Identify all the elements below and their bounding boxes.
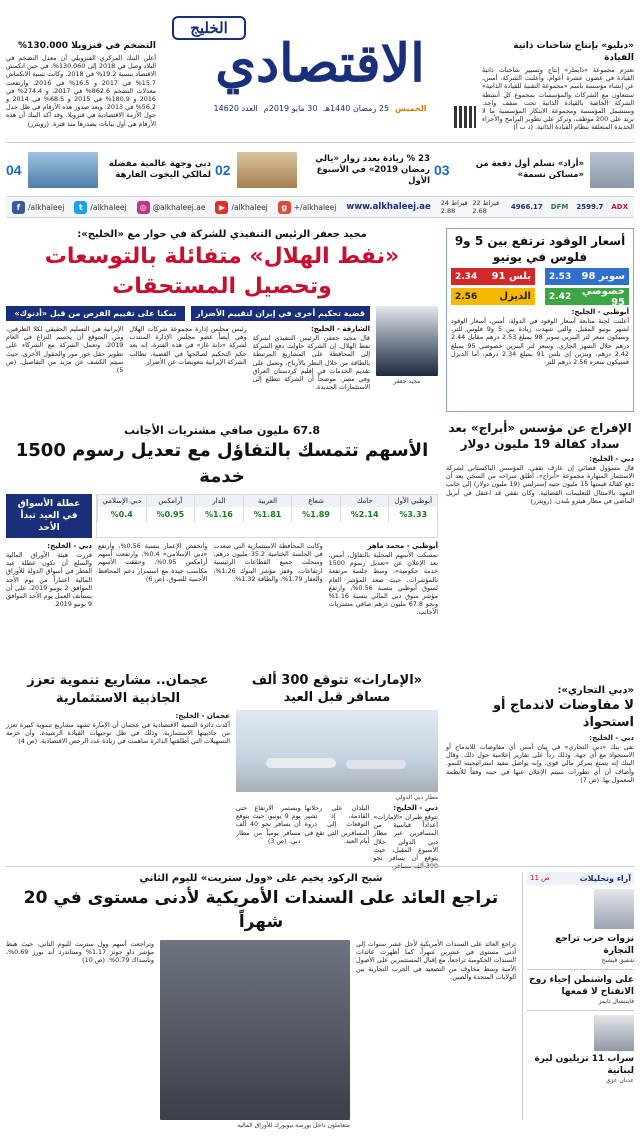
social-youtube[interactable]: ▶ /alkhaleej (215, 201, 267, 214)
social-facebook[interactable]: f /alkhaleej (12, 201, 64, 214)
dcb-body: نفى بنك «دبي التجاري» في بيان أمس أي مفاوضات للاندماج أو الاستحواذ مع أي جهة، وذلك رداً على تقارير إعلامية حول ذلك. وقال البنك إنه يتمتع بمركز مالي قوي، وإنه يواصل تنفيذ استراتيجيته للنمو. وأضاف أن أي تطورات سيتم الإعلان عنها في حينه وفقاً للأنظمة المعمول بها. (ص 7) (446, 743, 634, 784)
top-left-body: أعلن البنك المركزي الفنزويلي أن معدل التضخم في البلاد وصل في 2018 إلى 130.060%، في حين انكمش الاقتصاد بنسبة 19.2% في 2018. وكانت نسبة الانكماش 15.7% في 2017 و 16.5% في 2016، وارتفعت معدلات التضخم 862.6% في 2017، و 274.4% في 2016 و 180.9% في 2015 و 68.5% في 2014 و 56.2% في 2013. ويعد صدور هذه الأرقام في ظل جدل حول الأزمة الاقتصادية في فنزويلا. وقد أكد البنك أن هذه الأرقام هي أول بيانات يصدرها منذ فترة. (رويترز) (6, 54, 156, 128)
lead-photo (376, 306, 438, 376)
fuel-super98: سوبر 98 2.53 (545, 268, 629, 285)
masthead-gregorian: 30 مايو 2019م (263, 104, 318, 113)
masthead-logo: الاقتصادي (215, 33, 425, 94)
airport-byline: دبي - الخليج: (393, 804, 438, 812)
airplane-icon (346, 760, 406, 769)
market-headline: الأسهم تتمسك بالتفاؤل مع تعديل رسوم 1500 خدمة (15, 440, 429, 487)
bond-kicker: شبح الركود يخيم على «وول ستريت» لليوم الثاني (139, 873, 383, 884)
promo-text: دبي وجهة عالمية مفضلة لمالكي اليخوت الفارهة (108, 159, 211, 180)
market-kicker: 67.8 مليون صافي مشتريات الأجانب (123, 424, 321, 437)
index-dfm-value: 2599.7 (576, 203, 604, 211)
fuel-plus91: بلس 91 2.34 (451, 268, 535, 285)
airport-headline: «الإمارات» تتوقع 300 ألف مسافر قبل العيد (251, 673, 423, 705)
top-right-headline: «دبليو» بإنتاج شاحنات ذاتية القيادة (513, 41, 634, 63)
dcb-kicker: «دبي التجاري»: (557, 685, 634, 696)
airport-photo (236, 710, 438, 792)
gold-prices: 24 قيراط 2.88 22 قيراط 2.68 (440, 199, 500, 215)
khaleej-badge: الخليج (172, 16, 246, 40)
fuel-byline: أبوظبي - الخليج: (571, 308, 629, 316)
opinion-author-2: فايننشال تايمز (598, 998, 634, 1005)
index-ticker (511, 203, 628, 211)
holiday-box: عطلة الأسواق في العيد تبدأ الأحد (6, 494, 92, 538)
bond-photo-caption: متعاملون داخل بورصة نيويورك للأوراق المالية (237, 1122, 350, 1129)
googleplus-icon: g (278, 201, 291, 214)
dcb-byline: دبي - الخليج: (589, 734, 634, 742)
promo-page-number: 02 (215, 162, 231, 178)
social-bar (6, 196, 634, 218)
market-byline2: دبي - الخليج: (47, 542, 93, 550)
dateline (166, 104, 474, 113)
opinion-photo-3 (594, 1015, 634, 1051)
market-byline1: أبوظبي - محمد ماهر (367, 542, 438, 550)
airplane-icon (266, 758, 336, 768)
airport-col2: البلدان على رحلاتها القادمة، إذ تشير التوقعات إلى ذروة المسافرين التي تقع في أيام العيد. (304, 804, 370, 845)
lead-col3: الإيرانية هي التسليم الحقيقي لكلا الطرفين، ومن المتوقع أن يحسم النزاع في العام 2019، وتعمل الشركة مع الشركاء على تطوير حقل خور مور والحقول الأخرى، حيث سيتم الكشف عن مزيد من التفاصيل. (ص 5) (6, 325, 124, 375)
lead-sub1: قضية تحكيم أخرى في إيران لتقييم الأضرار (191, 306, 370, 321)
aabraj-body: قال مسؤول قضائي إن عارف نقفي، المؤسس الباكستاني لشركة الاستثمار المنهارة مجموعة «أبراج»، أطلق سراحه من السجن بعد أن دفع كفالة قيمتها 15 مليون جنيه إسترليني (19 مليون دولار) إلى جانب التعهد بالامتثال للتعليمات القضائية. وكان نقفي قد اعتقل في أبريل الماضي في مطار هيثرو بلندن. (رويترز) (446, 464, 634, 505)
top-right-body: تعتزم مجموعة «دايملر» إنتاج وتسيير شاحنات ذاتية القيادة في غضون عشرة أعوام. وأعلنت الشركة، أمس، عن إنشاء مؤسسة باسم «مجموعة التقنية للقيادة الذاتية» ستتعاون مع الشركات والمؤسسات بمجموع كل أنشطة الشركة الخاصة بالقيادة الذاتية تحت سقف واحد. وستشمل المؤسسة ومجموعة الابتكار المؤسسية ما لا يزيد على 200 موظف، وتركز على تطوير البرامج والأجزاء الجديدة المتعلقة بنظام القيادة الذاتية. (د ب أ) (482, 66, 634, 132)
fuel-headline: أسعار الوقود ترتفع بين 5 و9 فلوس في يونيو (454, 234, 626, 264)
airport-photo-caption: مطار دبي الدولي (395, 794, 438, 801)
masthead (166, 14, 474, 126)
lead-photo-caption: مجيد جعفر (393, 378, 421, 385)
opinion-title-3[interactable]: سراب 11 تريليون ليرة لبنانية (534, 1054, 634, 1076)
lead-story (6, 228, 438, 418)
twitter-icon: t (74, 201, 87, 214)
instagram-icon: ◎ (137, 201, 150, 214)
ajman-story (6, 672, 230, 862)
fuel-special95: خصوصي 95 2.42 (545, 288, 629, 305)
lead-sub2: تمكنا على تقييم الفرص من قبل «أدنوك» (6, 306, 185, 321)
opinion-author-3: عدنان عزي (605, 1077, 634, 1084)
masthead-hijri: 25 رمضان 1440هـ (323, 104, 390, 113)
promo-photo (590, 152, 634, 188)
market-col2: وكانت المحافظة الاستثمارية التي صعدت في الجلسة الختامية 35.2 مليون درهم، وسجلت جميع القطاعات الرئيسية ارتفاعات، وقفز مؤشر البنوك 1.26%، والعقار 1.79%، والطاقة 1.32%. (213, 542, 323, 583)
opinion-photo-1 (594, 889, 634, 929)
youtube-icon: ▶ (215, 201, 228, 214)
fuel-diesel: الديزل 2.56 (451, 288, 535, 305)
opinion-title-2[interactable]: على واشنطن إحياء روح الانفتاح لا قمعها (529, 975, 634, 997)
promo-page-number: 03 (434, 162, 450, 178)
ajman-headline: عجمان.. مشاريع تنموية تعزز الجاذبية الاستثمارية (27, 673, 209, 706)
dcb-story (446, 684, 634, 834)
market-col1: تمسكت الأسهم المحلية بالتفاؤل، أمس، بعد الإعلان عن «تعديل رسوم 1500 خدمة حكومية»، وسط جلسة مرتفعة بالمؤشرات، حيث صعد المؤشر العام لسوق أبوظبي بنسبة 0.56%، وارتفع مؤشر سوق دبي المالي بنسبة 1.16% ونحو 67.8 مليون درهم صافي مشتريات الأجانب. (328, 551, 439, 617)
masthead-issue: العدد 14620 (213, 104, 258, 113)
index-adx-label: ADX (611, 203, 628, 211)
sector-table: أبوظبي الأول حامك شعاع العربية الدار أرامكس دبي الإسلامي %3.33 %2.14 %1.89 %1.81 %1.16 %0.95 %0.4 (96, 494, 438, 538)
ajman-byline: عجمان - الخليج: (175, 712, 230, 720)
facebook-icon: f (12, 201, 25, 214)
fuel-body: أعلنت لجنة متابعة أسعار الوقود في الدولة، أمس، أسعار الوقود لشهر يونيو المقبل، والتي شهدت زيادة بين 5 و9 فلوس للتر. وسيكون سعر لتر البنزين سوبر 98 بمبلغ 2.53 درهم مقابل 2.44 درهم خلال الشهر الجاري، وسعر لتر البنزين خصوصي 95 بمبلغ 2.42 درهم، وبنزين إي بلس 91 بمبلغ 2.34 درهم، أما الديزل فسيكون سعره 2.56 درهم للتر. (451, 317, 629, 367)
index-dfm-label: DFM (550, 203, 569, 211)
aabraj-story (446, 420, 634, 576)
opinion-title-1[interactable]: نزوات حرب تراجع التجارة (555, 934, 634, 956)
promo-photo (237, 152, 297, 188)
bond-col1: تراجع العائد على السندات الأمريكية لأجل عشر سنوات إلى أدنى مستوى في عشرين شهراً، كما أظهرت عائدات السندات الحكومية تراجعاً، مع إقبال المستثمرين على الأصول الآمنة وسط مخاوف من التصعيد في الحرب التجارية بين الولايات المتحدة والصين. (356, 940, 516, 981)
lead-headline: «نفط الهلال» متفائلة بالتوسعات وتحصيل المستحقات (44, 244, 400, 299)
airport-col3: ويستمر الارتفاع حتى يوم 9 يونيو، حيث يتوقع أن يسافر نحو 40 ألف مسافر يومياً من مطار دبي. (ص 3) (235, 804, 301, 845)
airport-story (236, 672, 438, 862)
bond-story (6, 872, 516, 1129)
promo-photo (28, 152, 98, 188)
promo-item-2[interactable] (215, 148, 430, 192)
bond-col2: وتراجعت أسهم وول ستريت لليوم الثاني، حيث هبط مؤشر داو جونز 1.17% وستاندرد آند بورز 0.69%، وناسداك 0.79%. (ص 10) (6, 940, 154, 965)
market-col3: وانخفض الإعمار بنسبة 0.56%، وارتفع «دبي الإسلامي» 0.4%، وارتفعت أسهم أرامكس 0.95%، وحققت الأسهم مكاسب جيدة مع استمرار دعم المحافظ الأجنبية للسوق. (ص 6) (98, 542, 208, 583)
promo-item-1[interactable] (434, 148, 634, 192)
index-adx-value: 4966.17 (510, 203, 543, 211)
opinion-author-1: شفيق فيشنخ (601, 957, 634, 964)
promo-item-3[interactable] (6, 148, 211, 192)
dcb-headline: لا مفاوضات لاندماج أو استحواذ (492, 698, 634, 730)
lead-byline: الشارقة - الخليج: (310, 325, 370, 333)
promo-text: «أراد» تسلم أول دفعة من «مساكن نسمة» (475, 159, 584, 180)
opinion-column (522, 872, 634, 1120)
masthead-day: الخميس (395, 104, 427, 113)
bond-photo (160, 940, 350, 1120)
lead-kicker: مجيد جعفر الرئيس التنفيذي للشركة في حوار مع «الخليج»: (77, 229, 367, 240)
bond-headline: تراجع العائد على السندات الأمريكية لأدنى مستوى في 20 شهراً (23, 888, 499, 932)
lead-col1: قال مجيد جعفر، الرئيس التنفيذي لشركة نفط الهلال، إن الشركة حاولت دفع الشركة إلى المحافظة على المشاريع المرتبطة بالطاقة من خلال النظر بالأرباح، وتعمل على تقديم الخدمات في إقليم كردستان العراق وفي مصر، موضحاً أن الشركة تتطلع إلى الاستثمارات الجديدة. (252, 334, 370, 392)
social-twitter[interactable]: t /alkhaleej (74, 201, 126, 214)
top-left-headline: التضخم في فنزويلا 130.000% (18, 41, 156, 51)
promo-strip (6, 148, 634, 192)
website-link[interactable]: www.alkhaleej.ae (346, 202, 431, 212)
market-story (6, 424, 438, 668)
aabraj-byline: دبي - الخليج: (589, 455, 634, 463)
qr-code-icon (454, 106, 476, 128)
airport-col1: تتوقع طيران «الإمارات» أعداداً قياسية من المسافرين عبر مطار دبي الدولي خلال الأسبوع المقبل، حيث يتوقع أن يسافر نحو (373, 813, 438, 863)
aabraj-headline: الإفراج عن مؤسس «أبراج» بعد سداد كفالة 19 مليون دولار (448, 421, 632, 451)
market-col4: قررت هيئة الأوراق المالية والسلع أن تكون عطلة عيد الفطر في أسواق الدولة للأوراق المالية اعتباراً من يوم الأحد الموافق 2 يونيو 2019، على أن يستأنف العمل يوم الأحد الموافق 9 يونيو 2019. (6, 551, 93, 609)
opinion-page: ص 11 (530, 874, 550, 882)
opinion-header: آراء وتحليلات (579, 874, 631, 883)
fuel-story (446, 228, 634, 412)
promo-text: 23 % زيادة بعدد زوار «يالي رمضان 2019» في الأسبوع الأول (315, 153, 430, 186)
ajman-body: أكدت دائرة التنمية الاقتصادية في عجمان أن الإمارة تشهد مشاريع تنموية كبيرة تعزز من جاذبيتها الاستثمارية، وذلك في ظل توجيهات القيادة الرشيدة، وأن حزمة التسهيلات التي أطلقتها الدائرة ساهمت في زيادة عدد الرخص الاقتصادية. (ص 4) (6, 721, 230, 746)
lead-col2: رئيس مجلس إدارة مجموعة شركات الهلال وهي أيضاً عضو مجلس الإدارة المنتدب لشركة «دانة غاز» في هذه الفترة، إنه بعد حكم التحكيم لصالحها في القضية، تطالب الشركة الإيرانية بتعويضات عن الأضرار. (129, 325, 247, 366)
promo-page-number: 04 (6, 162, 22, 178)
social-googleplus[interactable]: g +/alkhaleej (278, 201, 337, 214)
social-instagram[interactable]: ◎ @alkhaleej.ae (137, 201, 206, 214)
